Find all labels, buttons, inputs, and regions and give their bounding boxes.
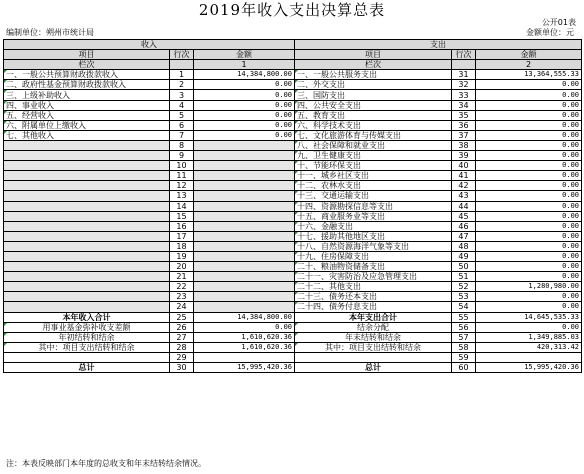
- expense-row-no-cell[interactable]: 39: [452, 151, 476, 161]
- income-amount-cell[interactable]: [194, 151, 295, 161]
- table-row: [4, 302, 582, 312]
- income-col-label[interactable]: 栏次: [4, 60, 170, 70]
- amount-unit: 金额单位：元: [526, 28, 574, 37]
- expense-amount-cell[interactable]: 0.00: [476, 302, 582, 312]
- expense-blank-no[interactable]: 59: [452, 352, 476, 362]
- expense-item-cell[interactable]: 九、卫生健康支出: [295, 151, 452, 161]
- income-row-no-cell[interactable]: 15: [170, 211, 194, 221]
- report-title: 2019年收入支出决算总表: [198, 1, 386, 19]
- income-project-label[interactable]: 其中：项目支出结转和结余: [4, 342, 170, 352]
- table-row: [4, 241, 582, 251]
- expense-allocation-label[interactable]: 结余分配: [295, 322, 452, 332]
- income-amount-cell[interactable]: [194, 262, 295, 272]
- income-amount-cell[interactable]: 0.00: [194, 120, 295, 130]
- income-amount-cell[interactable]: [194, 241, 295, 251]
- table-row: [4, 191, 582, 201]
- income-amount-cell[interactable]: 0.00: [194, 110, 295, 120]
- expense-amount-cell[interactable]: 0.00: [476, 181, 582, 191]
- table-row: [4, 100, 582, 110]
- income-total-label[interactable]: 本年收入合计: [4, 312, 170, 322]
- table-row: [4, 90, 582, 100]
- expense-row-no-cell[interactable]: 37: [452, 130, 476, 140]
- expense-amount-cell[interactable]: 0.00: [476, 191, 582, 201]
- expense-allocation-amount[interactable]: 0.00: [476, 322, 582, 332]
- income-section-header[interactable]: 收入: [4, 40, 295, 50]
- income-item-cell[interactable]: [4, 211, 170, 221]
- income-row-no-cell[interactable]: 19: [170, 251, 194, 261]
- income-row-no-cell[interactable]: 6: [170, 120, 194, 130]
- income-amount-cell[interactable]: [194, 171, 295, 181]
- expense-row-no-cell[interactable]: 40: [452, 161, 476, 171]
- income-amount-cell[interactable]: [194, 272, 295, 282]
- expense-carryover-amount[interactable]: 1,349,885.03: [476, 332, 582, 342]
- table-row: [4, 262, 582, 272]
- expense-row-no-cell[interactable]: 34: [452, 100, 476, 110]
- income-item-cell[interactable]: [4, 201, 170, 211]
- income-row-no-cell[interactable]: 22: [170, 282, 194, 292]
- expense-col-number[interactable]: 2: [476, 60, 582, 70]
- income-item-cell[interactable]: 二、政府性基金预算财政拨款收入: [4, 80, 170, 90]
- income-row-no-cell[interactable]: 24: [170, 302, 194, 312]
- income-col-blank[interactable]: [170, 60, 194, 70]
- expense-amount-cell[interactable]: 0.00: [476, 130, 582, 140]
- expense-row-no-header[interactable]: 行次: [452, 50, 476, 60]
- income-row-no-cell[interactable]: 20: [170, 262, 194, 272]
- expense-item-cell[interactable]: 六、科学技术支出: [295, 120, 452, 130]
- expense-amount-cell[interactable]: 0.00: [476, 80, 582, 90]
- expense-amount-cell[interactable]: 0.00: [476, 251, 582, 261]
- expense-item-cell[interactable]: 二十一、灾害防治及应急管理支出: [295, 272, 452, 282]
- expense-grand-no[interactable]: 60: [452, 363, 476, 373]
- income-project-no[interactable]: 28: [170, 342, 194, 352]
- income-item-cell[interactable]: [4, 262, 170, 272]
- income-row-no-cell[interactable]: 11: [170, 171, 194, 181]
- expense-grand-amount[interactable]: 15,995,420.36: [476, 363, 582, 373]
- income-row-no-cell[interactable]: 1: [170, 70, 194, 80]
- income-item-cell[interactable]: [4, 140, 170, 150]
- income-amount-cell[interactable]: 0.00: [194, 100, 295, 110]
- income-row-no-cell[interactable]: 12: [170, 181, 194, 191]
- expense-section-header[interactable]: 支出: [295, 40, 582, 50]
- table-row: [4, 221, 582, 231]
- expense-item-cell[interactable]: 十五、商业服务业等支出: [295, 211, 452, 221]
- expense-amount-cell[interactable]: 0.00: [476, 272, 582, 282]
- expense-row-no-cell[interactable]: 43: [452, 191, 476, 201]
- table-row: [4, 70, 582, 80]
- income-carryover-label[interactable]: 年初结转和结余: [4, 332, 170, 342]
- expense-row-no-cell[interactable]: 44: [452, 201, 476, 211]
- income-row-no-cell[interactable]: 3: [170, 90, 194, 100]
- income-row-no-cell[interactable]: 13: [170, 191, 194, 201]
- income-grand-amount[interactable]: 15,995,420.36: [194, 363, 295, 373]
- income-total-amount[interactable]: 14,384,800.00: [194, 312, 295, 322]
- expense-amount-cell[interactable]: 0.00: [476, 292, 582, 302]
- income-blank-no[interactable]: 29: [170, 352, 194, 362]
- table-row: [4, 292, 582, 302]
- income-item-cell[interactable]: 一、一般公共预算财政拨款收入: [4, 70, 170, 80]
- income-item-cell[interactable]: 五、经营收入: [4, 110, 170, 120]
- income-row-no-cell[interactable]: 17: [170, 231, 194, 241]
- income-item-cell[interactable]: [4, 181, 170, 191]
- income-amount-cell[interactable]: [194, 201, 295, 211]
- income-amount-cell[interactable]: [194, 191, 295, 201]
- expense-carryover-label[interactable]: 年末结转和结余: [295, 332, 452, 342]
- expense-amount-cell[interactable]: 0.00: [476, 100, 582, 110]
- income-row-no-cell[interactable]: 16: [170, 221, 194, 231]
- expense-amount-cell[interactable]: 0.00: [476, 120, 582, 130]
- expense-amount-cell[interactable]: 0.00: [476, 90, 582, 100]
- income-item-cell[interactable]: 三、上级补助收入: [4, 90, 170, 100]
- income-amount-cell[interactable]: [194, 251, 295, 261]
- expense-row-no-cell[interactable]: 36: [452, 120, 476, 130]
- expense-amount-cell[interactable]: 0.00: [476, 161, 582, 171]
- expense-blank-amount[interactable]: [476, 352, 582, 362]
- expense-blank-label[interactable]: [295, 352, 452, 362]
- income-amount-cell[interactable]: [194, 140, 295, 150]
- expense-row-no-cell[interactable]: 33: [452, 90, 476, 100]
- income-fund-label[interactable]: 用事业基金弥补收支差额: [4, 322, 170, 332]
- table-row: [4, 231, 582, 241]
- income-total-no[interactable]: 25: [170, 312, 194, 322]
- income-row-no-header[interactable]: 行次: [170, 50, 194, 60]
- income-item-cell[interactable]: [4, 231, 170, 241]
- expense-amount-cell[interactable]: 1,280,980.00: [476, 282, 582, 292]
- income-carryover-no[interactable]: 27: [170, 332, 194, 342]
- income-item-cell[interactable]: [4, 241, 170, 251]
- expense-item-cell[interactable]: 十六、金融支出: [295, 221, 452, 231]
- expense-total-label[interactable]: 本年支出合计: [295, 312, 452, 322]
- expense-item-cell[interactable]: 十二、农林水支出: [295, 181, 452, 191]
- table-row: [4, 251, 582, 261]
- income-amount-cell[interactable]: [194, 211, 295, 221]
- expense-row-no-cell[interactable]: 32: [452, 80, 476, 90]
- expense-amount-cell[interactable]: 0.00: [476, 151, 582, 161]
- expense-row-no-cell[interactable]: 41: [452, 171, 476, 181]
- income-fund-amount[interactable]: 0.00: [194, 322, 295, 332]
- footnote: 注：本表反映部门本年度的总收支和年末结转结余情况。: [6, 459, 206, 468]
- org-name: 编制单位：朔州市统计局: [6, 28, 94, 37]
- table-row: [4, 110, 582, 120]
- carryover-row: [4, 332, 582, 342]
- expense-amount-cell[interactable]: 0.00: [476, 231, 582, 241]
- expense-item-cell[interactable]: 一、一般公共服务支出: [295, 70, 452, 80]
- expense-amount-cell[interactable]: 0.00: [476, 221, 582, 231]
- expense-item-cell[interactable]: 二十四、债务付息支出: [295, 302, 452, 312]
- income-item-cell[interactable]: 四、事业收入: [4, 100, 170, 110]
- expense-amount-cell[interactable]: 0.00: [476, 262, 582, 272]
- income-amount-cell[interactable]: 0.00: [194, 80, 295, 90]
- income-amount-cell[interactable]: 0.00: [194, 90, 295, 100]
- annual-total-row: [4, 312, 582, 322]
- income-item-cell[interactable]: [4, 221, 170, 231]
- expense-row-no-cell[interactable]: 48: [452, 241, 476, 251]
- income-row-no-cell[interactable]: 4: [170, 100, 194, 110]
- expense-col-label[interactable]: 栏次: [295, 60, 452, 70]
- income-item-cell[interactable]: [4, 171, 170, 181]
- expense-total-no[interactable]: 55: [452, 312, 476, 322]
- income-item-cell[interactable]: [4, 191, 170, 201]
- income-project-amount[interactable]: 1,610,620.36: [194, 342, 295, 352]
- expense-item-cell[interactable]: 十三、交通运输支出: [295, 191, 452, 201]
- expense-project-amount[interactable]: 420,313.42: [476, 342, 582, 352]
- income-row-no-cell[interactable]: 7: [170, 130, 194, 140]
- table-row: [4, 151, 582, 161]
- income-carryover-amount[interactable]: 1,610,620.36: [194, 332, 295, 342]
- income-row-no-cell[interactable]: 21: [170, 272, 194, 282]
- column-header-row: [4, 50, 582, 60]
- income-item-cell[interactable]: [4, 282, 170, 292]
- income-item-cell[interactable]: [4, 302, 170, 312]
- income-amount-header[interactable]: 金额: [194, 50, 295, 60]
- expense-amount-cell[interactable]: 0.00: [476, 171, 582, 181]
- income-item-header[interactable]: 项目: [4, 50, 170, 60]
- table-row: [4, 130, 582, 140]
- table-row: [4, 80, 582, 90]
- grand-total-row: [4, 363, 582, 373]
- income-row-no-cell[interactable]: 23: [170, 292, 194, 302]
- income-row-no-cell[interactable]: 14: [170, 201, 194, 211]
- blank-row: [4, 352, 582, 362]
- table-row: [4, 120, 582, 130]
- income-row-no-cell[interactable]: 5: [170, 110, 194, 120]
- expense-row-no-cell[interactable]: 46: [452, 221, 476, 231]
- income-blank-amount[interactable]: [194, 352, 295, 362]
- table-row: [4, 161, 582, 171]
- table-row: [4, 181, 582, 191]
- totals-body: [4, 312, 582, 373]
- expense-row-no-cell[interactable]: 50: [452, 262, 476, 272]
- expense-row-no-cell[interactable]: 47: [452, 231, 476, 241]
- income-fund-no[interactable]: 26: [170, 322, 194, 332]
- income-item-cell[interactable]: 六、附属单位上缴收入: [4, 120, 170, 130]
- expense-item-cell[interactable]: 七、文化旅游体育与传媒支出: [295, 130, 452, 140]
- expense-row-no-cell[interactable]: 42: [452, 181, 476, 191]
- income-item-cell[interactable]: [4, 161, 170, 171]
- unit-line: [0, 28, 584, 38]
- income-row-no-cell[interactable]: 18: [170, 241, 194, 251]
- table-row: [4, 171, 582, 181]
- expense-item-cell[interactable]: 十四、资源勘探信息等支出: [295, 201, 452, 211]
- expense-row-no-cell[interactable]: 52: [452, 282, 476, 292]
- income-amount-cell[interactable]: 14,384,800.00: [194, 70, 295, 80]
- income-grand-label[interactable]: 总计: [4, 363, 170, 373]
- income-item-cell[interactable]: 七、其他收入: [4, 130, 170, 140]
- income-row-no-cell[interactable]: 9: [170, 151, 194, 161]
- table-body: [4, 40, 582, 313]
- expense-item-cell[interactable]: 二、外交支出: [295, 80, 452, 90]
- income-row-no-cell[interactable]: 8: [170, 140, 194, 150]
- expense-row-no-cell[interactable]: 54: [452, 302, 476, 312]
- expense-item-cell[interactable]: 十一、城乡社区支出: [295, 171, 452, 181]
- income-amount-cell[interactable]: [194, 302, 295, 312]
- expense-row-no-cell[interactable]: 51: [452, 272, 476, 282]
- expense-item-header[interactable]: 项目: [295, 50, 452, 60]
- income-amount-cell[interactable]: [194, 221, 295, 231]
- income-row-no-cell[interactable]: 10: [170, 161, 194, 171]
- income-item-cell[interactable]: [4, 151, 170, 161]
- expense-item-cell[interactable]: 二十三、债务还本支出: [295, 292, 452, 302]
- table-row: [4, 282, 582, 292]
- income-col-number[interactable]: 1: [194, 60, 295, 70]
- expense-item-cell[interactable]: 十八、自然资源海洋气象等支出: [295, 241, 452, 251]
- fund-balance-row: [4, 322, 582, 332]
- project-carryover-row: [4, 342, 582, 352]
- expense-amount-header[interactable]: 金额: [476, 50, 582, 60]
- expense-amount-cell[interactable]: 0.00: [476, 241, 582, 251]
- income-amount-cell[interactable]: [194, 161, 295, 171]
- income-blank-label[interactable]: [4, 352, 170, 362]
- expense-item-cell[interactable]: 十七、援助其他地区支出: [295, 231, 452, 241]
- expense-row-no-cell[interactable]: 49: [452, 251, 476, 261]
- expense-grand-label[interactable]: 总计: [295, 363, 452, 373]
- income-item-cell[interactable]: [4, 251, 170, 261]
- expense-item-cell[interactable]: 二十、粮油物资储备支出: [295, 262, 452, 272]
- table-code: 公开01表: [541, 18, 576, 27]
- expense-carryover-no[interactable]: 57: [452, 332, 476, 342]
- section-header-row: [4, 40, 582, 50]
- income-item-cell[interactable]: [4, 272, 170, 282]
- income-amount-cell[interactable]: [194, 292, 295, 302]
- income-row-no-cell[interactable]: 2: [170, 80, 194, 90]
- expense-project-no[interactable]: 58: [452, 342, 476, 352]
- expense-item-cell[interactable]: 二十二、其他支出: [295, 282, 452, 292]
- income-amount-cell[interactable]: [194, 181, 295, 191]
- expense-row-no-cell[interactable]: 31: [452, 70, 476, 80]
- expense-total-amount[interactable]: 14,645,535.33: [476, 312, 582, 322]
- expense-item-cell[interactable]: 八、社会保障和就业支出: [295, 140, 452, 150]
- expense-item-cell[interactable]: 十九、住房保障支出: [295, 251, 452, 261]
- column-number-row: [4, 60, 582, 70]
- expense-item-cell[interactable]: 十、节能环保支出: [295, 161, 452, 171]
- expense-allocation-no[interactable]: 56: [452, 322, 476, 332]
- table-row: [4, 201, 582, 211]
- income-item-cell[interactable]: [4, 292, 170, 302]
- income-amount-cell[interactable]: [194, 231, 295, 241]
- expense-row-no-cell[interactable]: 38: [452, 140, 476, 150]
- income-amount-cell[interactable]: 0.00: [194, 130, 295, 140]
- income-grand-no[interactable]: 30: [170, 363, 194, 373]
- table-row: [4, 272, 582, 282]
- expense-project-label[interactable]: 其中：项目支出结转和结余: [295, 342, 452, 352]
- income-amount-cell[interactable]: [194, 282, 295, 292]
- summary-table: [3, 39, 582, 373]
- expense-item-cell[interactable]: 五、教育支出: [295, 110, 452, 120]
- table-row: [4, 140, 582, 150]
- expense-amount-cell[interactable]: 0.00: [476, 211, 582, 221]
- expense-amount-cell[interactable]: 13,364,555.33: [476, 70, 582, 80]
- expense-item-cell[interactable]: 四、公共安全支出: [295, 100, 452, 110]
- expense-amount-cell[interactable]: 0.00: [476, 201, 582, 211]
- expense-row-no-cell[interactable]: 35: [452, 110, 476, 120]
- expense-item-cell[interactable]: 三、国防支出: [295, 90, 452, 100]
- table-row: [4, 211, 582, 221]
- expense-col-blank[interactable]: [452, 60, 476, 70]
- expense-amount-cell[interactable]: 0.00: [476, 140, 582, 150]
- expense-row-no-cell[interactable]: 53: [452, 292, 476, 302]
- expense-row-no-cell[interactable]: 45: [452, 211, 476, 221]
- expense-amount-cell[interactable]: 0.00: [476, 110, 582, 120]
